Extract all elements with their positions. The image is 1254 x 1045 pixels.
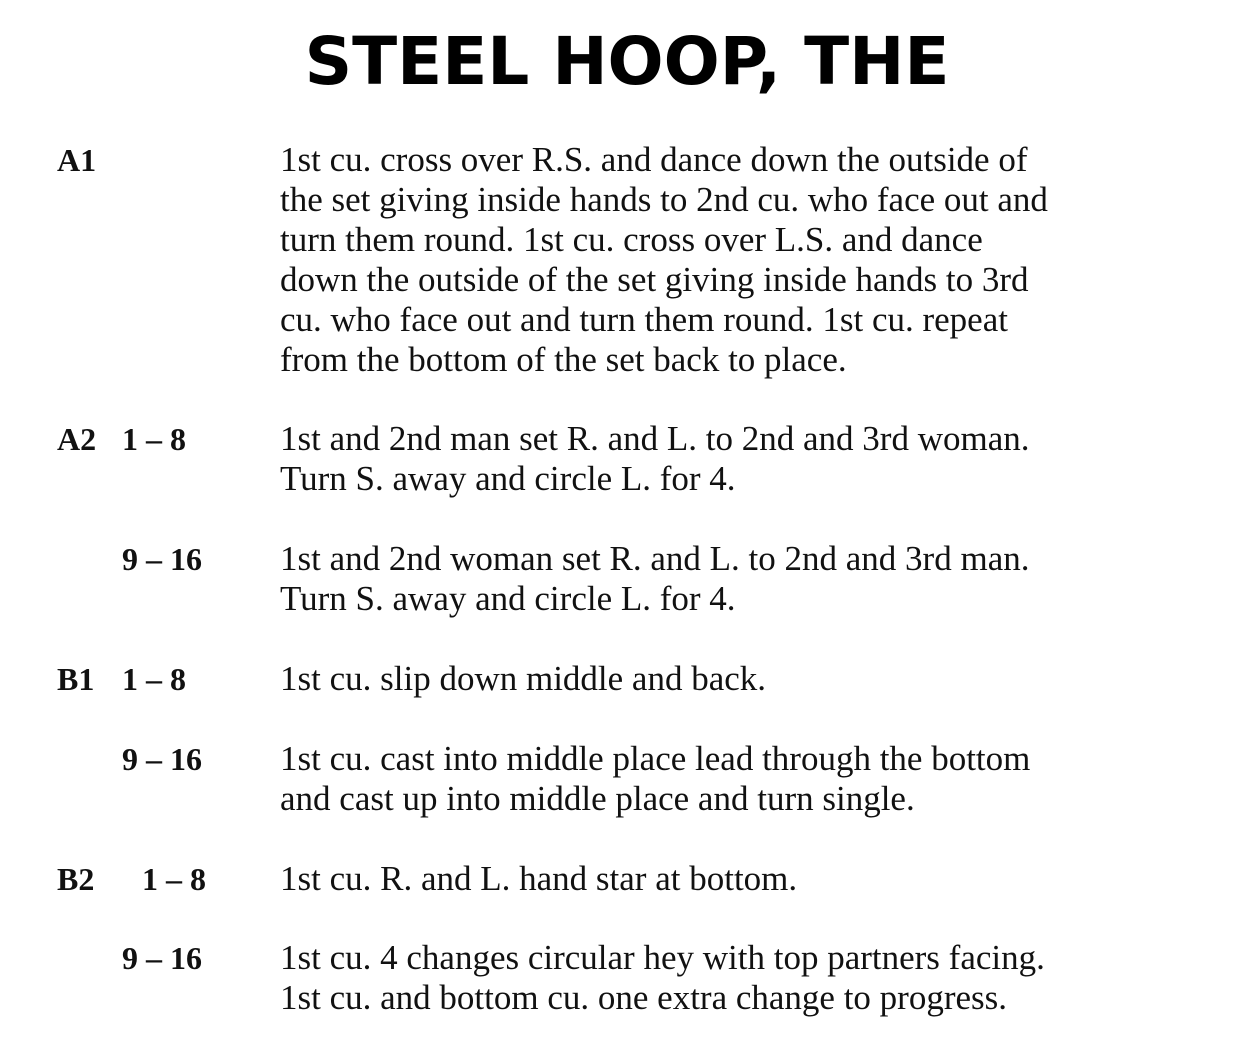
description-line: 1st cu. cross over R.S. and dance down the outside of — [280, 140, 1028, 179]
description-line: and cast up into middle place and turn single. — [280, 779, 915, 818]
description-line: 1st and 2nd woman set R. and L. to 2nd and 3rd man. — [280, 539, 1030, 578]
description-line: 1st cu. 4 changes circular hey with top partners facing. — [280, 938, 1045, 977]
figure-description — [280, 659, 1180, 699]
figure-description — [280, 859, 1180, 899]
bar-range: 1 – 8 — [122, 661, 186, 697]
figure-description — [280, 419, 1180, 499]
description-line: cu. who face out and turn them round. 1st cu. repeat — [280, 300, 1008, 339]
dance-title: STEEL HOOP, THE — [304, 23, 950, 100]
bar-range: 1 – 8 — [142, 861, 206, 897]
description-line: Turn S. away and circle L. for 4. — [280, 579, 736, 618]
description-line: 1st cu. and bottom cu. one extra change to progress. — [280, 978, 1008, 1017]
bar-range: 9 – 16 — [122, 940, 202, 976]
description-line: down the outside of the set giving inside hands to 3rd — [280, 260, 1029, 299]
description-line: 1st cu. cast into middle place lead through the bottom — [280, 739, 1031, 778]
part-label: A1 — [57, 142, 97, 178]
bar-range: 1 – 8 — [122, 421, 186, 457]
bar-range: 9 – 16 — [122, 541, 202, 577]
part-label: A2 — [57, 421, 97, 457]
figure-description — [280, 539, 1180, 619]
bar-range: 9 – 16 — [122, 741, 202, 777]
part-label: B2 — [57, 861, 95, 897]
description-line: turn them round. 1st cu. cross over L.S. and dance — [280, 220, 983, 259]
description-line: the set giving inside hands to 2nd cu. who face out and — [280, 180, 1048, 219]
figure-description — [280, 938, 1180, 1018]
part-label: B1 — [57, 661, 95, 697]
figure-description — [280, 140, 1180, 380]
figure-description — [280, 739, 1180, 819]
description-line: 1st and 2nd man set R. and L. to 2nd and 3rd woman. — [280, 419, 1030, 458]
description-line: from the bottom of the set back to place. — [280, 340, 847, 379]
description-line: 1st cu. R. and L. hand star at bottom. — [280, 859, 798, 898]
description-line: 1st cu. slip down middle and back. — [280, 659, 767, 698]
description-line: Turn S. away and circle L. for 4. — [280, 459, 736, 498]
